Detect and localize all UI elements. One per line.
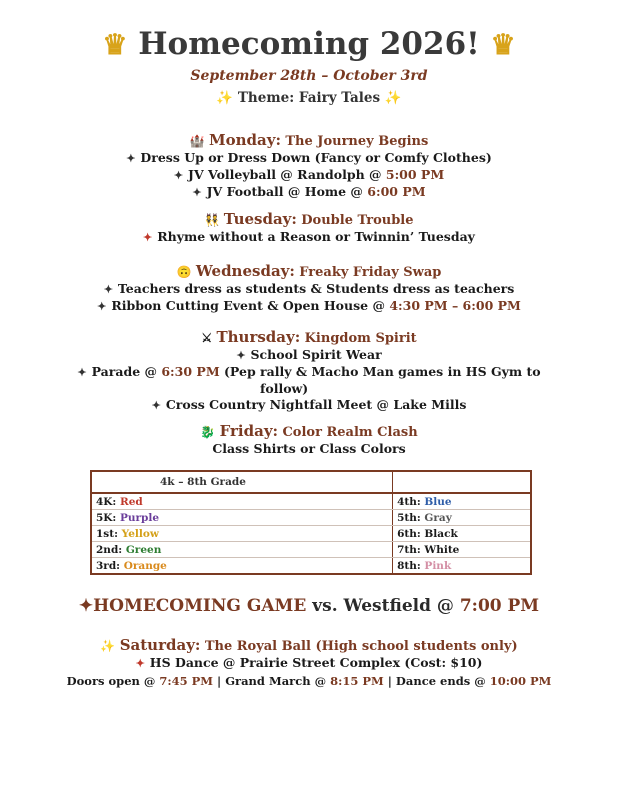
star-bullet-icon: ✦ [103, 283, 113, 296]
list-item: ✦ JV Football @ Home @ 6:00 PM [192, 184, 426, 199]
class-color: White [424, 543, 460, 556]
theme-line [0, 90, 618, 106]
class-color: Red [119, 495, 143, 508]
table-header: 4k – 8th Grade [91, 471, 393, 493]
list-item: ✦ JV Volleyball @ Randolph @ 5:00 PM [173, 167, 445, 182]
saturday-subtitle: The Royal Ball (High school students only) [204, 639, 518, 654]
list-item: ✦ Teachers dress as students & Students dress as teachers [103, 281, 515, 296]
class-color: Yellow [121, 527, 159, 540]
friday-subtitle: Color Realm Clash [282, 425, 418, 440]
crossed-swords-icon: ⚔ [201, 331, 213, 345]
list-item: ✦ Rhyme without a Reason or Twinnin’ Tuesday [143, 229, 475, 244]
tuesday-section [0, 210, 618, 245]
thursday-day: Thursday: [216, 328, 301, 346]
theme-text: Theme: Fairy Tales [237, 90, 381, 106]
list-item: ✦ HS Dance @ Prairie Street Complex (Cost: $10) [135, 655, 483, 670]
dance-schedule: Doors open @ 7:45 PM | Grand March @ 8:15 PM | Dance ends @ 10:00 PM [66, 674, 552, 688]
list-item: ✦ Ribbon Cutting Event & Open House @ 4:30 PM – 6:00 PM [97, 298, 521, 313]
table-row [91, 558, 531, 575]
grade-label: 4K: [96, 495, 120, 508]
table-cell [91, 558, 393, 575]
table-cell [91, 493, 393, 510]
list-item: ✦ Parade @ 6:30 PM (Pep rally & Macho Man games in HS Gym to [77, 364, 541, 379]
star-bullet-icon: ✦ [135, 657, 145, 670]
table-cell [91, 510, 393, 526]
wednesday-subtitle: Freaky Friday Swap [299, 265, 442, 280]
table-row [91, 526, 531, 542]
star-bullet-icon: ✦ [126, 152, 136, 165]
sparkle-icon: ✨ [216, 90, 234, 106]
star-bullet-icon: ✦ [78, 596, 94, 616]
dragon-icon: 🐉 [200, 425, 216, 439]
title-text: Homecoming 2026! [138, 26, 480, 62]
saturday-day: Saturday: [119, 636, 201, 654]
class-color: Green [125, 543, 162, 556]
grade-label: 5K: [96, 511, 120, 524]
thursday-subtitle: Kingdom Spirit [304, 331, 417, 346]
table-row [91, 510, 531, 526]
grade-label: 5th: [397, 511, 425, 524]
friday-section [0, 422, 618, 456]
grade-label: 8th: [397, 559, 425, 572]
crown-icon: ♛ [102, 28, 128, 61]
list-item-continued: follow) [260, 381, 309, 396]
friday-note: Class Shirts or Class Colors [212, 441, 406, 456]
table-cell [393, 542, 531, 558]
thursday-section [0, 328, 618, 413]
tuesday-subtitle: Double Trouble [301, 213, 414, 228]
class-colors-table [90, 470, 532, 575]
star-bullet-icon: ✦ [151, 399, 161, 412]
grade-label: 2nd: [96, 543, 126, 556]
tuesday-day: Tuesday: [223, 210, 297, 228]
saturday-section [0, 636, 618, 689]
monday-subtitle: The Journey Begins [285, 134, 429, 149]
list-item: ✦ School Spirit Wear [236, 347, 382, 362]
table-cell [393, 526, 531, 542]
table-cell [393, 558, 531, 575]
monday-day: Monday: [209, 131, 282, 149]
sparkle-icon: ✨ [100, 639, 116, 653]
twins-icon: 👯 [204, 213, 220, 227]
game-opponent: vs. Westfield @ [306, 596, 460, 616]
table-cell [91, 526, 393, 542]
class-color: Blue [424, 495, 452, 508]
class-color: Gray [424, 511, 452, 524]
grade-label: 3rd: [96, 559, 124, 572]
table-row [91, 493, 531, 510]
class-color: Pink [424, 559, 452, 572]
wednesday-day: Wednesday: [195, 262, 295, 280]
friday-day: Friday: [219, 422, 279, 440]
table-header [393, 471, 531, 493]
sparkle-icon: ✨ [384, 90, 402, 106]
crown-icon: ♛ [490, 28, 516, 61]
game-label: HOMECOMING GAME [93, 596, 307, 616]
table-cell [91, 542, 393, 558]
class-color: Black [424, 527, 458, 540]
table-cell [393, 493, 531, 510]
wednesday-section [0, 262, 618, 314]
star-bullet-icon: ✦ [143, 231, 153, 244]
grade-label: 4th: [397, 495, 425, 508]
star-bullet-icon: ✦ [97, 300, 107, 313]
game-time: 7:00 PM [459, 596, 540, 616]
list-item: ✦ Cross Country Nightfall Meet @ Lake Mills [151, 397, 467, 412]
page-title [0, 26, 618, 62]
table-cell [393, 510, 531, 526]
homecoming-game [0, 596, 618, 616]
class-color: Orange [123, 559, 167, 572]
class-color: Purple [119, 511, 160, 524]
grade-label: 6th: [397, 527, 425, 540]
grade-label: 7th: [397, 543, 425, 556]
table-row [91, 542, 531, 558]
grade-label: 1st: [96, 527, 122, 540]
star-bullet-icon: ✦ [77, 366, 87, 379]
star-bullet-icon: ✦ [192, 186, 202, 199]
event-dates: September 28th – October 3rd [190, 68, 428, 84]
star-bullet-icon: ✦ [173, 169, 184, 182]
castle-icon: 🏰 [189, 134, 205, 148]
list-item: ✦ Dress Up or Dress Down (Fancy or Comfy Clothes) [126, 150, 492, 165]
swap-icon: 🙃 [176, 265, 192, 279]
star-bullet-icon: ✦ [236, 349, 246, 362]
monday-section [0, 131, 618, 200]
